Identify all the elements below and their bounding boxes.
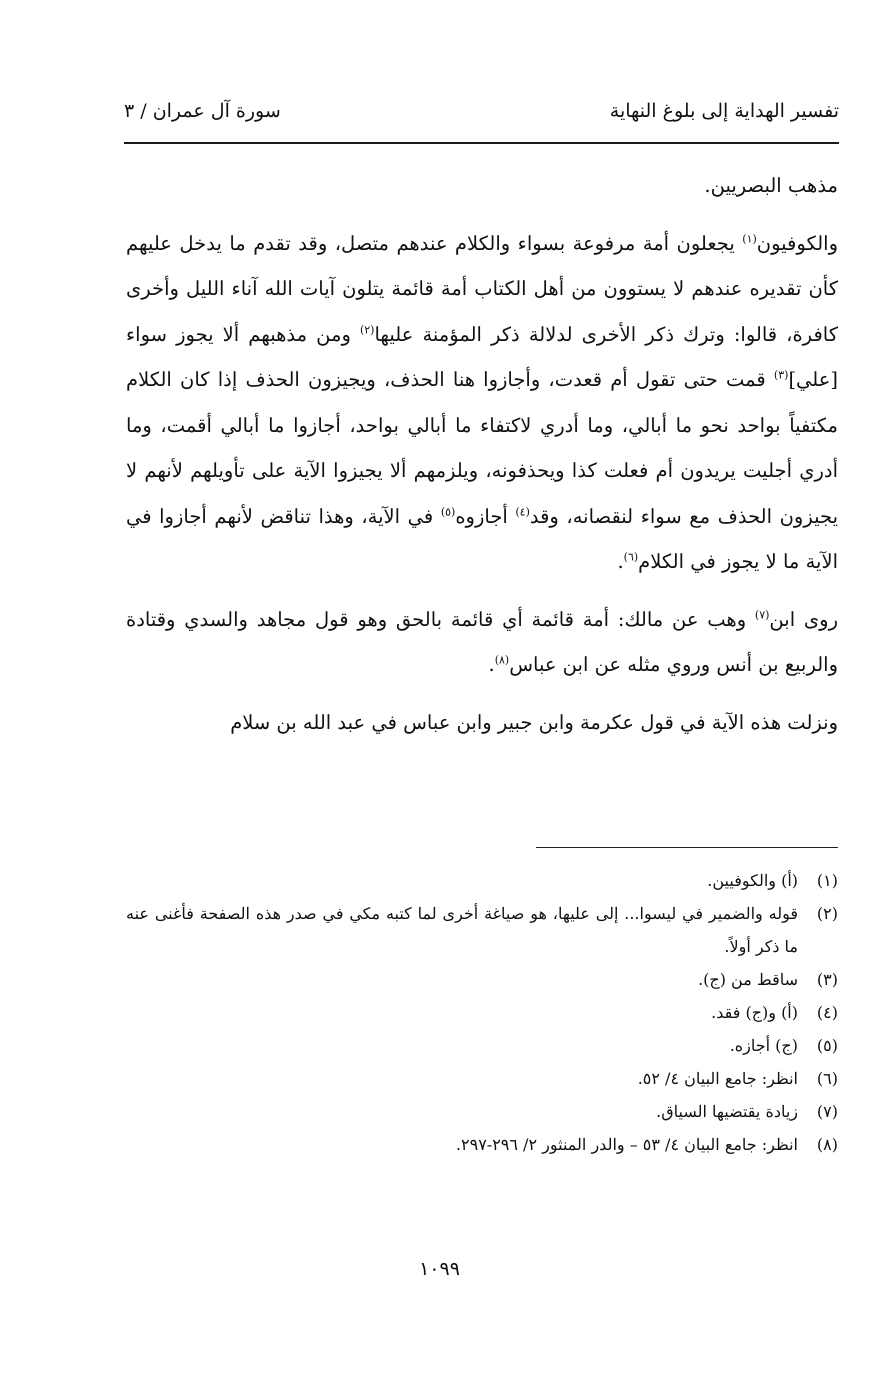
footnote-item — [126, 963, 838, 996]
footnote-marker: (٥) — [440, 505, 456, 518]
text-segment: والكوفيون — [756, 231, 838, 255]
footnote-text: (أ) و(ج) فقد. — [711, 1003, 798, 1022]
text-segment: قمت حتى تقول أم قعدت، وأجازوا هنا الحذف، ويجيزون الحذف إذا كان الكلام مكتفياً بواحد نحو ما أبالي، وما أدري لاكتفاء ما أبالي بواحد، أجازوا ما أبالي أقمت، وما أدري أجليت يريدون أم فعلت كذا ويحذفونه، ويلزمهم ألا يجيزوا الآية على تأويلهم لأنهم لا يجيزون الحذف مع سواء لنقصانه، وقد — [126, 368, 838, 528]
footnote-number: (٧) — [816, 1102, 838, 1121]
footnote-marker: (٣) — [773, 368, 789, 382]
footnote-number: (٤) — [816, 1003, 838, 1022]
footnote-item — [126, 1128, 838, 1161]
body-paragraph — [126, 597, 838, 688]
text-segment: روى ابن — [769, 607, 838, 631]
footnote-text: انظر: جامع البيان ٤/ ٥٣ – والدر المنثور ٢/ ٢٩٦-٢٩٧. — [455, 1135, 798, 1154]
footnote-number: (٢) — [816, 904, 838, 923]
footnote-text: زيادة يقتضيها السياق. — [656, 1102, 798, 1121]
footnote-marker: (٤) — [515, 505, 530, 518]
text-segment: وهب عن مالك: أمة قائمة أي قائمة بالحق وهو قول مجاهد والسدي وقتادة والربيع بن أنس وروي مثله عن ابن عباس — [126, 607, 838, 676]
footnote-marker: (٦) — [623, 550, 639, 564]
footnote-number: (٣) — [816, 970, 838, 989]
text-segment: أجازوه — [455, 504, 516, 528]
body-paragraph: ونزلت هذه الآية في قول عكرمة وابن جبير وابن عباس في عبد الله بن سلام — [230, 710, 838, 734]
footnote-marker: (٢) — [359, 323, 375, 336]
footnote-item — [126, 864, 838, 897]
book-title: تفسير الهداية إلى بلوغ النهاية — [609, 100, 839, 122]
footnote-item — [126, 996, 838, 1029]
footnotes — [126, 864, 838, 1161]
body-paragraph: مذهب البصريين. — [704, 174, 838, 197]
footnote-marker: (١) — [742, 232, 757, 245]
text-segment: يجعلون أمة مرفوعة بسواء والكلام عندهم متصل، وقد تقدم ما يدخل عليهم كأن تقديره عندهم لا يستوون من أهل الكتاب أمة قائمة يتلون آيات الله آناء الليل وأخرى كافرة، قالوا: وترك ذكر الأخرى لدلالة ذكر المؤمنة عليها — [126, 231, 838, 346]
text-segment: . — [488, 653, 495, 676]
footnote-text: (ج) أجازه. — [729, 1036, 798, 1055]
text-segment: ومن مذهبهم ألا يجوز سواء [علي] — [126, 322, 838, 391]
footnote-item — [126, 1062, 838, 1095]
footnote-marker: (٧) — [754, 608, 770, 621]
page-number: ١٠٩٩ — [419, 1258, 460, 1280]
footnote-text: (أ) والكوفيين. — [707, 871, 798, 890]
body-paragraph — [126, 221, 838, 585]
header-divider — [124, 142, 839, 144]
footnote-number: (٨) — [816, 1135, 838, 1154]
surah-label: سورة آل عمران / ٣ — [124, 100, 281, 122]
footnote-number: (٦) — [816, 1069, 838, 1088]
footnote-number: (٥) — [816, 1036, 838, 1055]
footnote-item — [126, 1095, 838, 1128]
footnote-text: ساقط من (ج). — [698, 970, 798, 989]
footnote-text: انظر: جامع البيان ٤/ ٥٢. — [637, 1069, 798, 1088]
page-header — [124, 98, 839, 138]
text-segment: . — [617, 550, 624, 573]
footnote-number: (١) — [816, 871, 838, 890]
footnote-item — [126, 1029, 838, 1062]
footnote-item — [126, 897, 838, 963]
main-text — [126, 163, 838, 757]
text-segment: في الآية، وهذا تناقض لأنهم أجازوا في الآية ما لا يجوز في الكلام — [126, 504, 838, 573]
footnote-marker: (٨) — [494, 653, 510, 667]
footnote-text: قوله والضمير في ليسوا... إلى عليها، هو صياغة أخرى لما كتبه مكي في صدر هذه الصفحة فأغنى عنه ما ذكر أولاً. — [126, 904, 798, 956]
footnote-divider — [536, 847, 838, 848]
